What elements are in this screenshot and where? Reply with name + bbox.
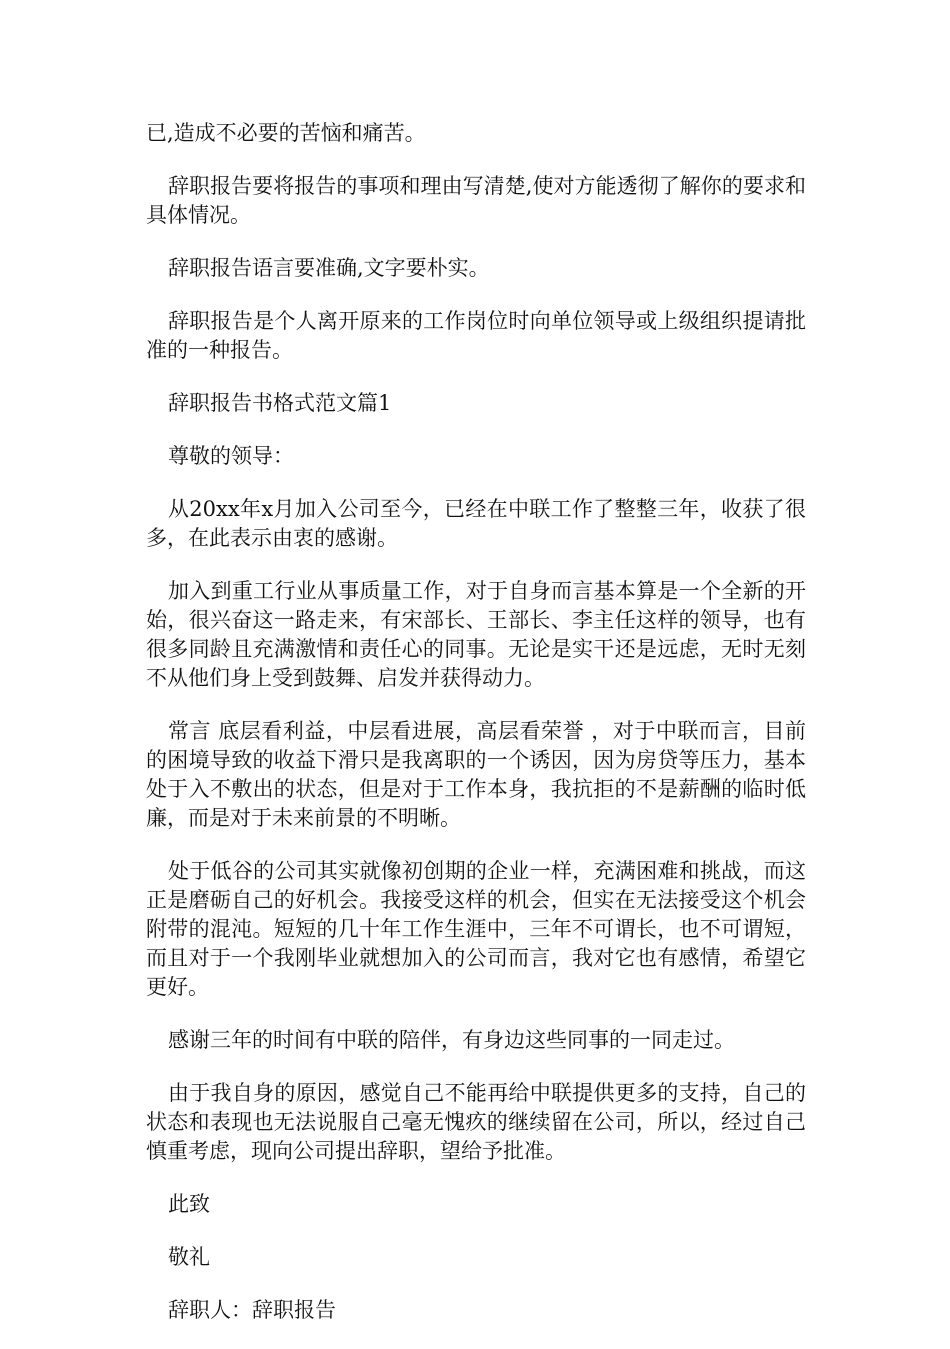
paragraph-reason: 常言 底层看利益，中层看进展，高层看荣誉 ，对于中联而言，目前的困境导致的收益下滑只是我离职的一个诱因，因为房贷等压力，基本处于入不敷出的状态，但是对于工作本身，我抗拒的不是薪酬的临时低廉，而是对于未来前景的不明晰。 [146,719,806,830]
paragraph-request: 由于我自身的原因，感觉自己不能再给中联提供更多的支持，自己的状态和表现也无法说服自己毫无愧疚的继续留在公司，所以，经过自己慎重考虑，现向公司提出辞职，望给予批准。 [146,1081,806,1163]
section-heading: 辞职报告书格式范文篇1 [168,391,392,415]
paragraph-company-state: 处于低谷的公司其实就像初创期的企业一样，充满困难和挑战，而这正是磨砺自己的好机会。我接受这样的机会，但实在无法接受这个机会附带的混沌。短短的几十年工作生涯中，三年不可谓长，也不可谓短，而且对于一个我刚毕业就想加入的公司而言，我对它也有感情，希望它更好。 [146,859,806,999]
signature-line: 辞职人：辞职报告 [168,1298,336,1322]
paragraph-thanks: 感谢三年的时间有中联的陪伴，有身边这些同事的一同走过。 [168,1028,735,1052]
paragraph-intro: 从20xx年x月加入公司至今，已经在中联工作了整整三年，收获了很多，在此表示由衷的感谢。 [146,497,806,550]
document-body [146,119,806,1349]
closing-ci-zhi: 此致 [168,1192,210,1216]
closing-jing-li: 敬礼 [168,1245,210,1269]
paragraph-definition: 辞职报告是个人离开原来的工作岗位时向单位领导或上级组织提请批准的一种报告。 [146,309,806,362]
paragraph-language: 辞职报告语言要准确,文字要朴实。 [168,256,490,280]
salutation: 尊敬的领导： [168,444,294,468]
paragraph-continuation: 已,造成不必要的苦恼和痛苦。 [146,121,426,145]
paragraph-clarity: 辞职报告要将报告的事项和理由写清楚,使对方能透彻了解你的要求和具体情况。 [146,174,806,227]
paragraph-experience: 加入到重工行业从事质量工作，对于自身而言基本算是一个全新的开始，很兴奋这一路走来，有宋部长、王部长、李主任这样的领导，也有很多同龄且充满激情和责任心的同事。无论是实干还是远虑，无时无刻不从他们身上受到鼓舞、启发并获得动力。 [146,579,806,690]
